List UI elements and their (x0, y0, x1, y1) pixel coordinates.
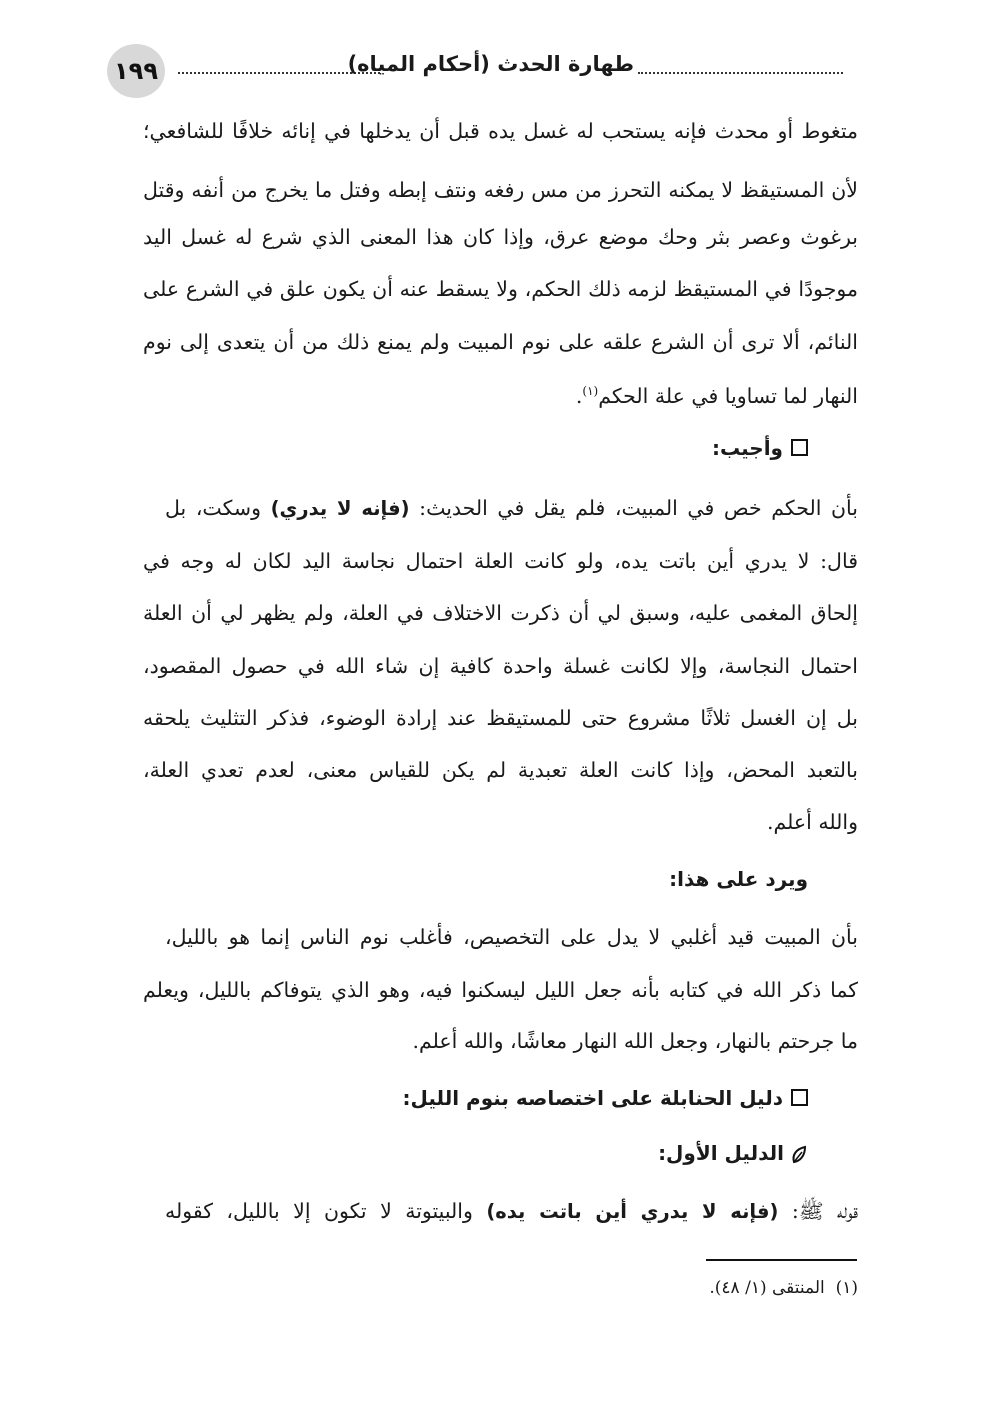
text-line: برغوث وعصر بثر وحك موضع عرق، وإذا كان هذا المعنى الذي شرع له غسل اليد (143, 225, 858, 249)
text-line (165, 493, 858, 524)
footnote-separator (706, 1259, 857, 1261)
running-title: طهارة الحدث (أحكام المياه) (347, 52, 634, 76)
text-line: إلحاق المغمى عليه، وسبق لي أن ذكرت الاختلاف في العلة، ولم يظهر لي أن العلة (143, 601, 858, 625)
text-span: النهار لما تساويا في علة الحكم (598, 383, 858, 408)
text-line: بأن المبيت قيد أغلبي لا يدل على التخصيص، فأغلب نوم الناس إنما هو بالليل، (165, 925, 858, 949)
text-line: ما جرحتم بالنهار، وجعل الله النهار معاشًا، والله أعلم. (412, 1029, 858, 1053)
hadith-quote: (فإنه لا يدري أين باتت يده) (486, 1200, 779, 1223)
text-line: متغوط أو محدث فإنه يستحب له غسل يده قبل أن يدخلها في إنائه خلافًا للشافعي؛ (143, 119, 858, 143)
text-line: بالتعبد المحض، وإذا كانت العلة تعبدية لم يكن للقياس معنى، لعدم تعدي العلة، (143, 758, 858, 782)
page-number: ١٩٩ (107, 44, 165, 98)
text-line: احتمال النجاسة، وإلا لكانت غسلة واحدة كافية إن شاء الله في حصول المقصود، (143, 654, 858, 678)
text-line: موجودًا في المستيقظ لزمه ذلك الحكم، ولا يسقط عنه أن يكون علق في الشرع على (143, 277, 858, 301)
text-span: بأن الحكم خص في المبيت، فلم يقل في الحديث: (419, 496, 858, 520)
section-heading-first-evidence (658, 1138, 808, 1168)
text-span: . (575, 383, 583, 408)
text-span: والبيتوتة لا تكون إلا بالليل، كقوله (165, 1199, 473, 1223)
footnote (709, 1275, 858, 1301)
heading-label: دليل الحنابلة على اختصاصه بنوم الليل: (402, 1086, 783, 1110)
text-line: قال: لا يدري أين باتت يده، ولو كانت العلة احتمال نجاسة اليد لكان له وجه في (143, 549, 858, 573)
square-outline-icon (791, 439, 808, 456)
square-outline-icon (791, 1089, 808, 1106)
text-span: وسكت، بل (165, 496, 261, 520)
text-line (143, 376, 858, 411)
text-line: لأن المستيقظ لا يمكنه التحرز من مس رفغه ونتف إبطه وفتل ما يخرج من أنفه وقتل (143, 178, 858, 202)
header-dotted-leader-right (638, 60, 843, 74)
heading-label: وأجيب: (711, 436, 783, 460)
footnote-text: المنتقى (١/ ٤٨). (709, 1278, 825, 1298)
section-heading-reply: ويرد على هذا: (669, 867, 808, 891)
text-line: والله أعلم. (766, 810, 858, 834)
hadith-quote: (فإنه لا يدري) (270, 497, 410, 520)
text-line (165, 1196, 858, 1227)
text-line: النائم، ألا ترى أن الشرع علقه على نوم المبيت ولم يمنع ذلك من أن يتعدى إلى نوم (143, 330, 858, 354)
footnote-number: (١) (835, 1278, 858, 1298)
text-line: بل إن الغسل ثلاثًا مشروع حتى للمستيقظ عند إرادة الوضوء، فذكر التثليث يلحقه (143, 706, 858, 730)
leaf-bullet-icon (790, 1145, 808, 1165)
heading-label: الدليل الأول: (658, 1141, 784, 1165)
text-line: كما ذكر الله في كتابه بأنه جعل الليل ليسكنوا فيه، وهو الذي يتوفاكم بالليل، ويعلم (143, 978, 858, 1002)
section-heading-hanabila (403, 1083, 808, 1113)
text-span: قوله ﷺ: (791, 1199, 858, 1223)
section-heading-answer (712, 433, 808, 463)
footnote-reference[interactable]: (١) (582, 384, 599, 398)
